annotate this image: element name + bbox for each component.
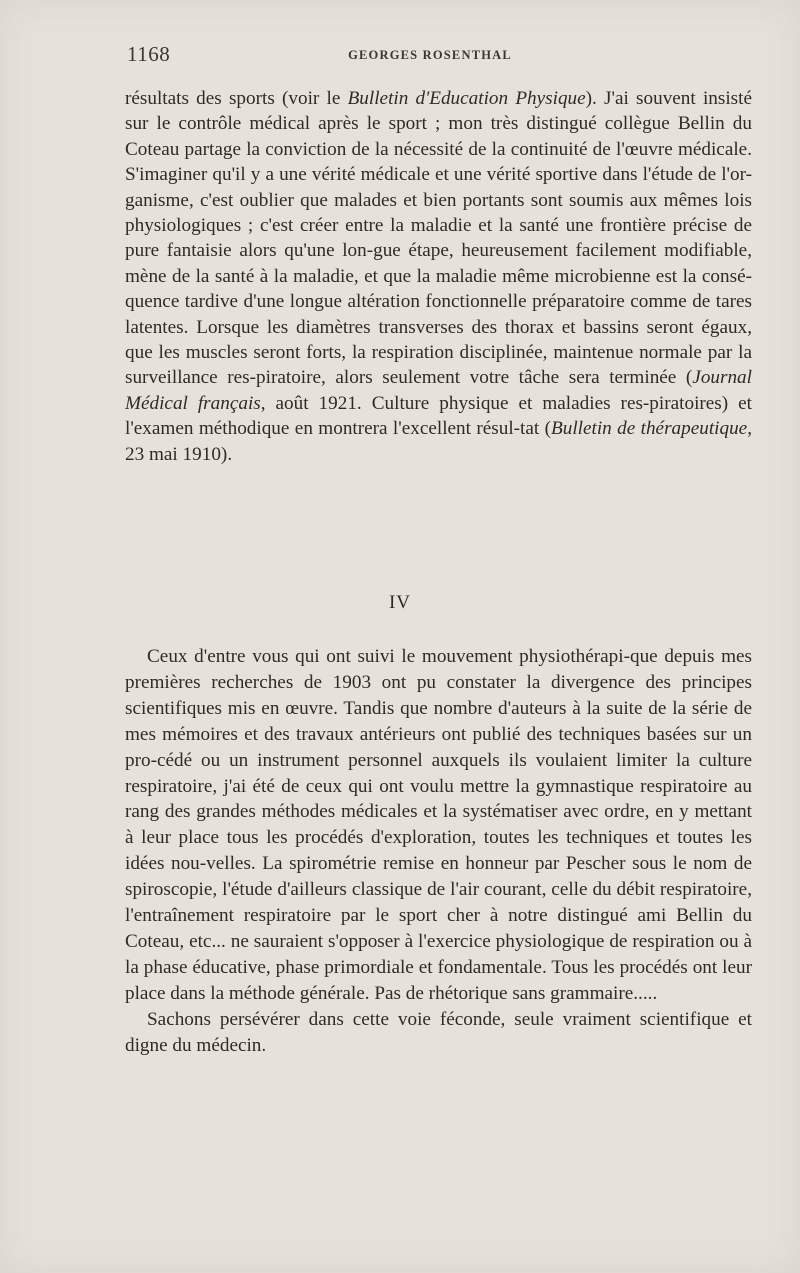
paragraph-text [125,86,752,467]
citation-bulletin-therapeutique: Bulletin de thérapeutique [551,418,748,440]
section-paragraph-2: Sachons persévérer dans cette voie féconde, seule vraiment scientifique et digne du médecin. [125,1008,752,1056]
continued-paragraph [125,86,752,467]
citation-bulletin-education-physique: Bulletin d'Education Physique [347,88,586,109]
running-head: GEORGES ROSENTHAL [348,48,512,62]
text-run: , août 1921. Culture physique et maladies res-piratoires) et l'examen méthodique en montrera l'excellent résul-tat ( [125,392,752,440]
page-number: 1168 [127,42,171,66]
text-run: ). J'ai souvent insisté sur le contrôle médical après le sport ; mon très distingué collègue Bellin du Coteau partage la conviction de la nécessité de la continuité de l'œuvre médicale. S'imaginer qu'il y a une vérité médicale et une vérité sportive dans l'étude de l'or-ganisme, c'est oublier que malades et bien portants sont soumis aux mêmes lois physiologiques ; c'est créer entre la maladie et la santé une frontière précise de pure fantaisie alors qu'une lon-gue étape, heureusement facilement modifiable, mène de la santé à la maladie, et que la maladie même microbienne est la consé-quence tardive d'une longue altération fonctionnelle préparatoire comme de tares latentes. Lorsque les diamètres transverses des thorax et bassins seront égaux, que les muscles seront forts, la respiration disciplinée, maintenue normale par la surveillance res-piratoire, alors seulement votre tâche sera terminée ( [125,88,752,389]
page-header [0,38,800,78]
citation-journal-medical-francais: Journal Médical français [125,367,752,414]
text-run: résultats des sports (voir le [125,88,348,109]
section-heading: IV [388,592,412,613]
section-paragraph-1: Ceux d'entre vous qui ont suivi le mouvement physiothérapi-que depuis mes premières recherches de 1903 ont pu constater la divergence des principes scientifiques mis en œuvre. Tandis que nombre d'auteurs à la suite de la série de mes mémoires et des travaux antérieurs ont publié des techniques basées sur un pro-cédé ou un instrument personnel auxquels ils voulaient limiter la culture respiratoire, j'ai été de ceux qui ont voulu mettre la gymnastique respiratoire au rang des grandes méthodes médicales et la systématiser avec ordre, en y mettant à leur place tous les procédés d'exploration, toutes les techniques et toutes les idées nou-velles. La spirométrie remise en honneur par Pescher sous le nom de spiroscopie, l'étude d'ailleurs classique de l'air courant, celle du débit respiratoire, l'entraînement respiratoire par le sport cher à notre distingué ami Bellin du Coteau, etc... ne sauraient s'opposer à l'exercice physiologique de respiration ou à la phase éducative, phase primordiale et fondamentale. Tous les procédés ont leur place dans la méthode générale. Pas de rhétorique sans grammaire..... [125,646,752,1004]
section-body [125,644,752,1059]
text-run: , 23 mai 1910). [125,418,752,465]
